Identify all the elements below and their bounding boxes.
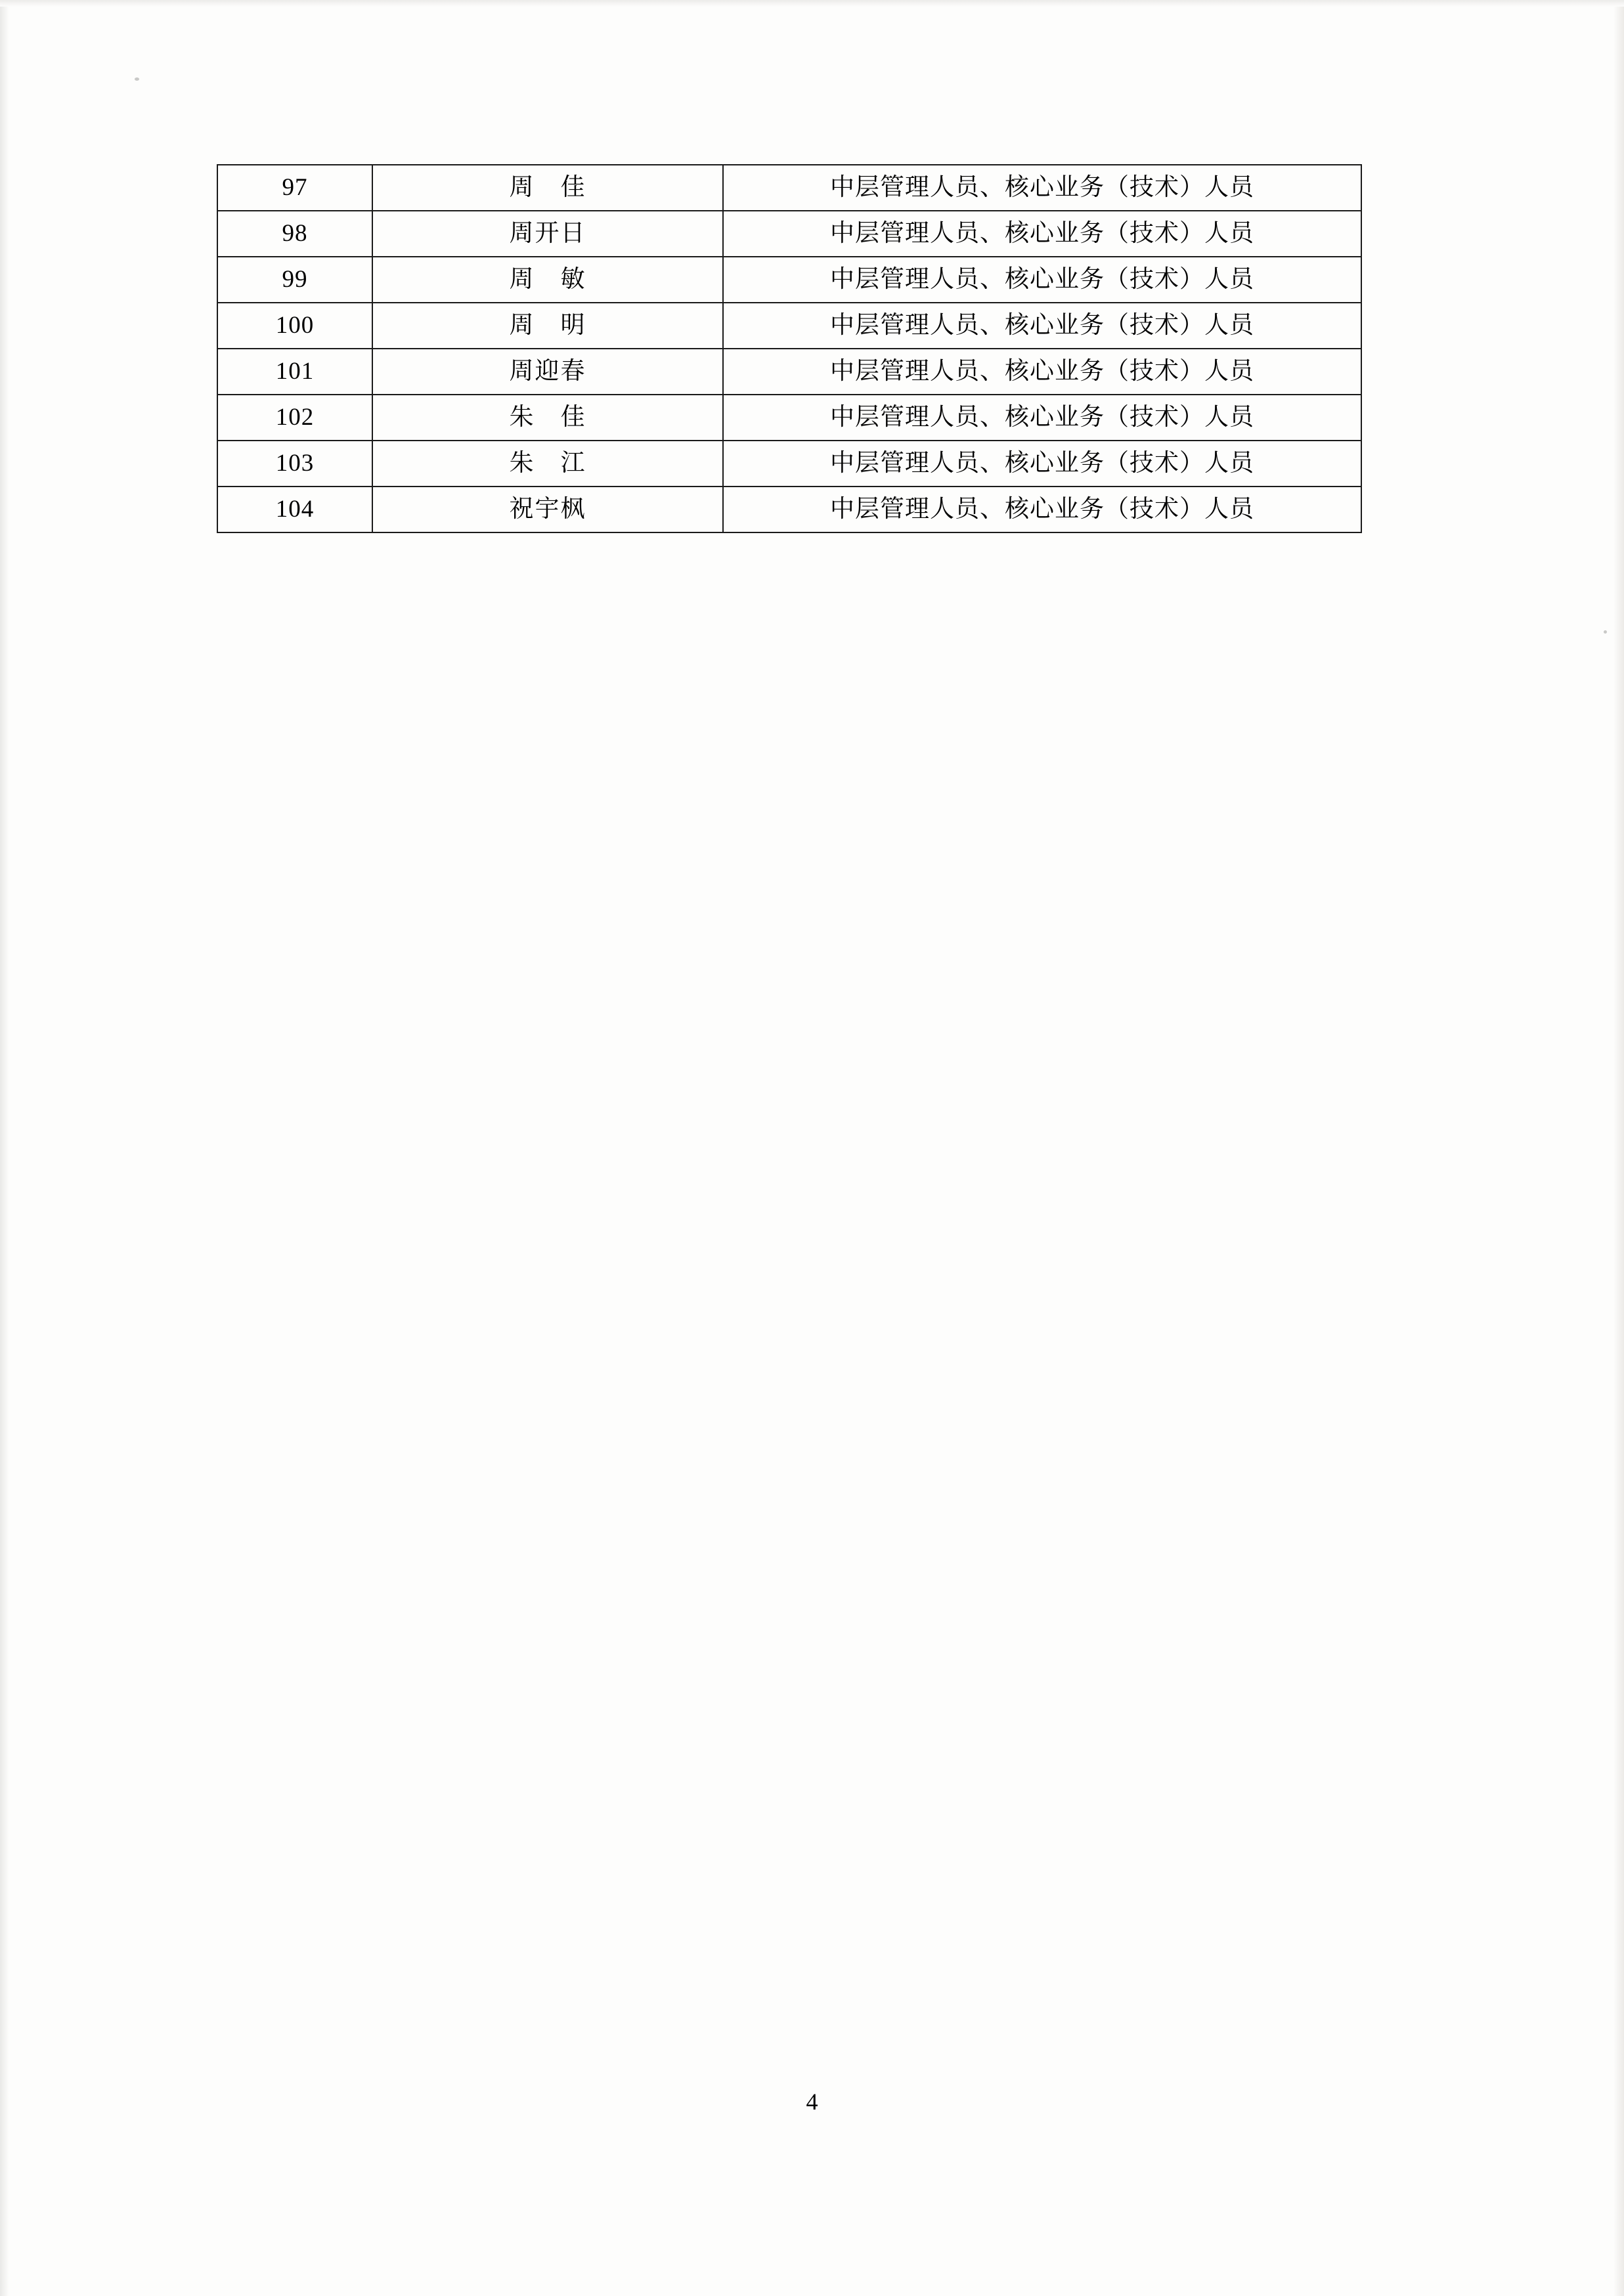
scan-edge-top: [0, 0, 1624, 7]
scan-speck: [1604, 630, 1607, 634]
row-index: 98: [217, 211, 372, 257]
table-row: [217, 349, 1361, 395]
roster-table: [217, 164, 1362, 533]
row-category: 中层管理人员、核心业务（技术）人员: [723, 349, 1361, 395]
roster-table-body: [217, 165, 1361, 532]
row-name: 祝宇枫: [372, 487, 723, 532]
table-row: [217, 395, 1361, 441]
table-row: [217, 303, 1361, 349]
table-row: [217, 441, 1361, 487]
scan-speck: [135, 77, 139, 81]
row-index: 103: [217, 441, 372, 487]
row-category: 中层管理人员、核心业务（技术）人员: [723, 303, 1361, 349]
row-name: 周 佳: [372, 165, 723, 211]
row-index: 102: [217, 395, 372, 441]
roster-table-container: [217, 164, 1333, 533]
row-name: 朱 江: [372, 441, 723, 487]
scan-edge-left: [0, 0, 9, 2296]
row-category: 中层管理人员、核心业务（技术）人员: [723, 395, 1361, 441]
row-name: 周 明: [372, 303, 723, 349]
row-name: 周开日: [372, 211, 723, 257]
row-name: 周迎春: [372, 349, 723, 395]
row-index: 104: [217, 487, 372, 532]
row-index: 97: [217, 165, 372, 211]
table-row: [217, 257, 1361, 303]
row-category: 中层管理人员、核心业务（技术）人员: [723, 211, 1361, 257]
row-name: 朱 佳: [372, 395, 723, 441]
row-category: 中层管理人员、核心业务（技术）人员: [723, 165, 1361, 211]
row-index: 100: [217, 303, 372, 349]
table-row: [217, 487, 1361, 532]
page-number: 4: [806, 2089, 818, 2115]
row-name: 周 敏: [372, 257, 723, 303]
row-category: 中层管理人员、核心业务（技术）人员: [723, 487, 1361, 532]
row-category: 中层管理人员、核心业务（技术）人员: [723, 257, 1361, 303]
table-row: [217, 165, 1361, 211]
table-row: [217, 211, 1361, 257]
scan-edge-right: [1613, 0, 1624, 2296]
row-index: 99: [217, 257, 372, 303]
row-index: 101: [217, 349, 372, 395]
row-category: 中层管理人员、核心业务（技术）人员: [723, 441, 1361, 487]
